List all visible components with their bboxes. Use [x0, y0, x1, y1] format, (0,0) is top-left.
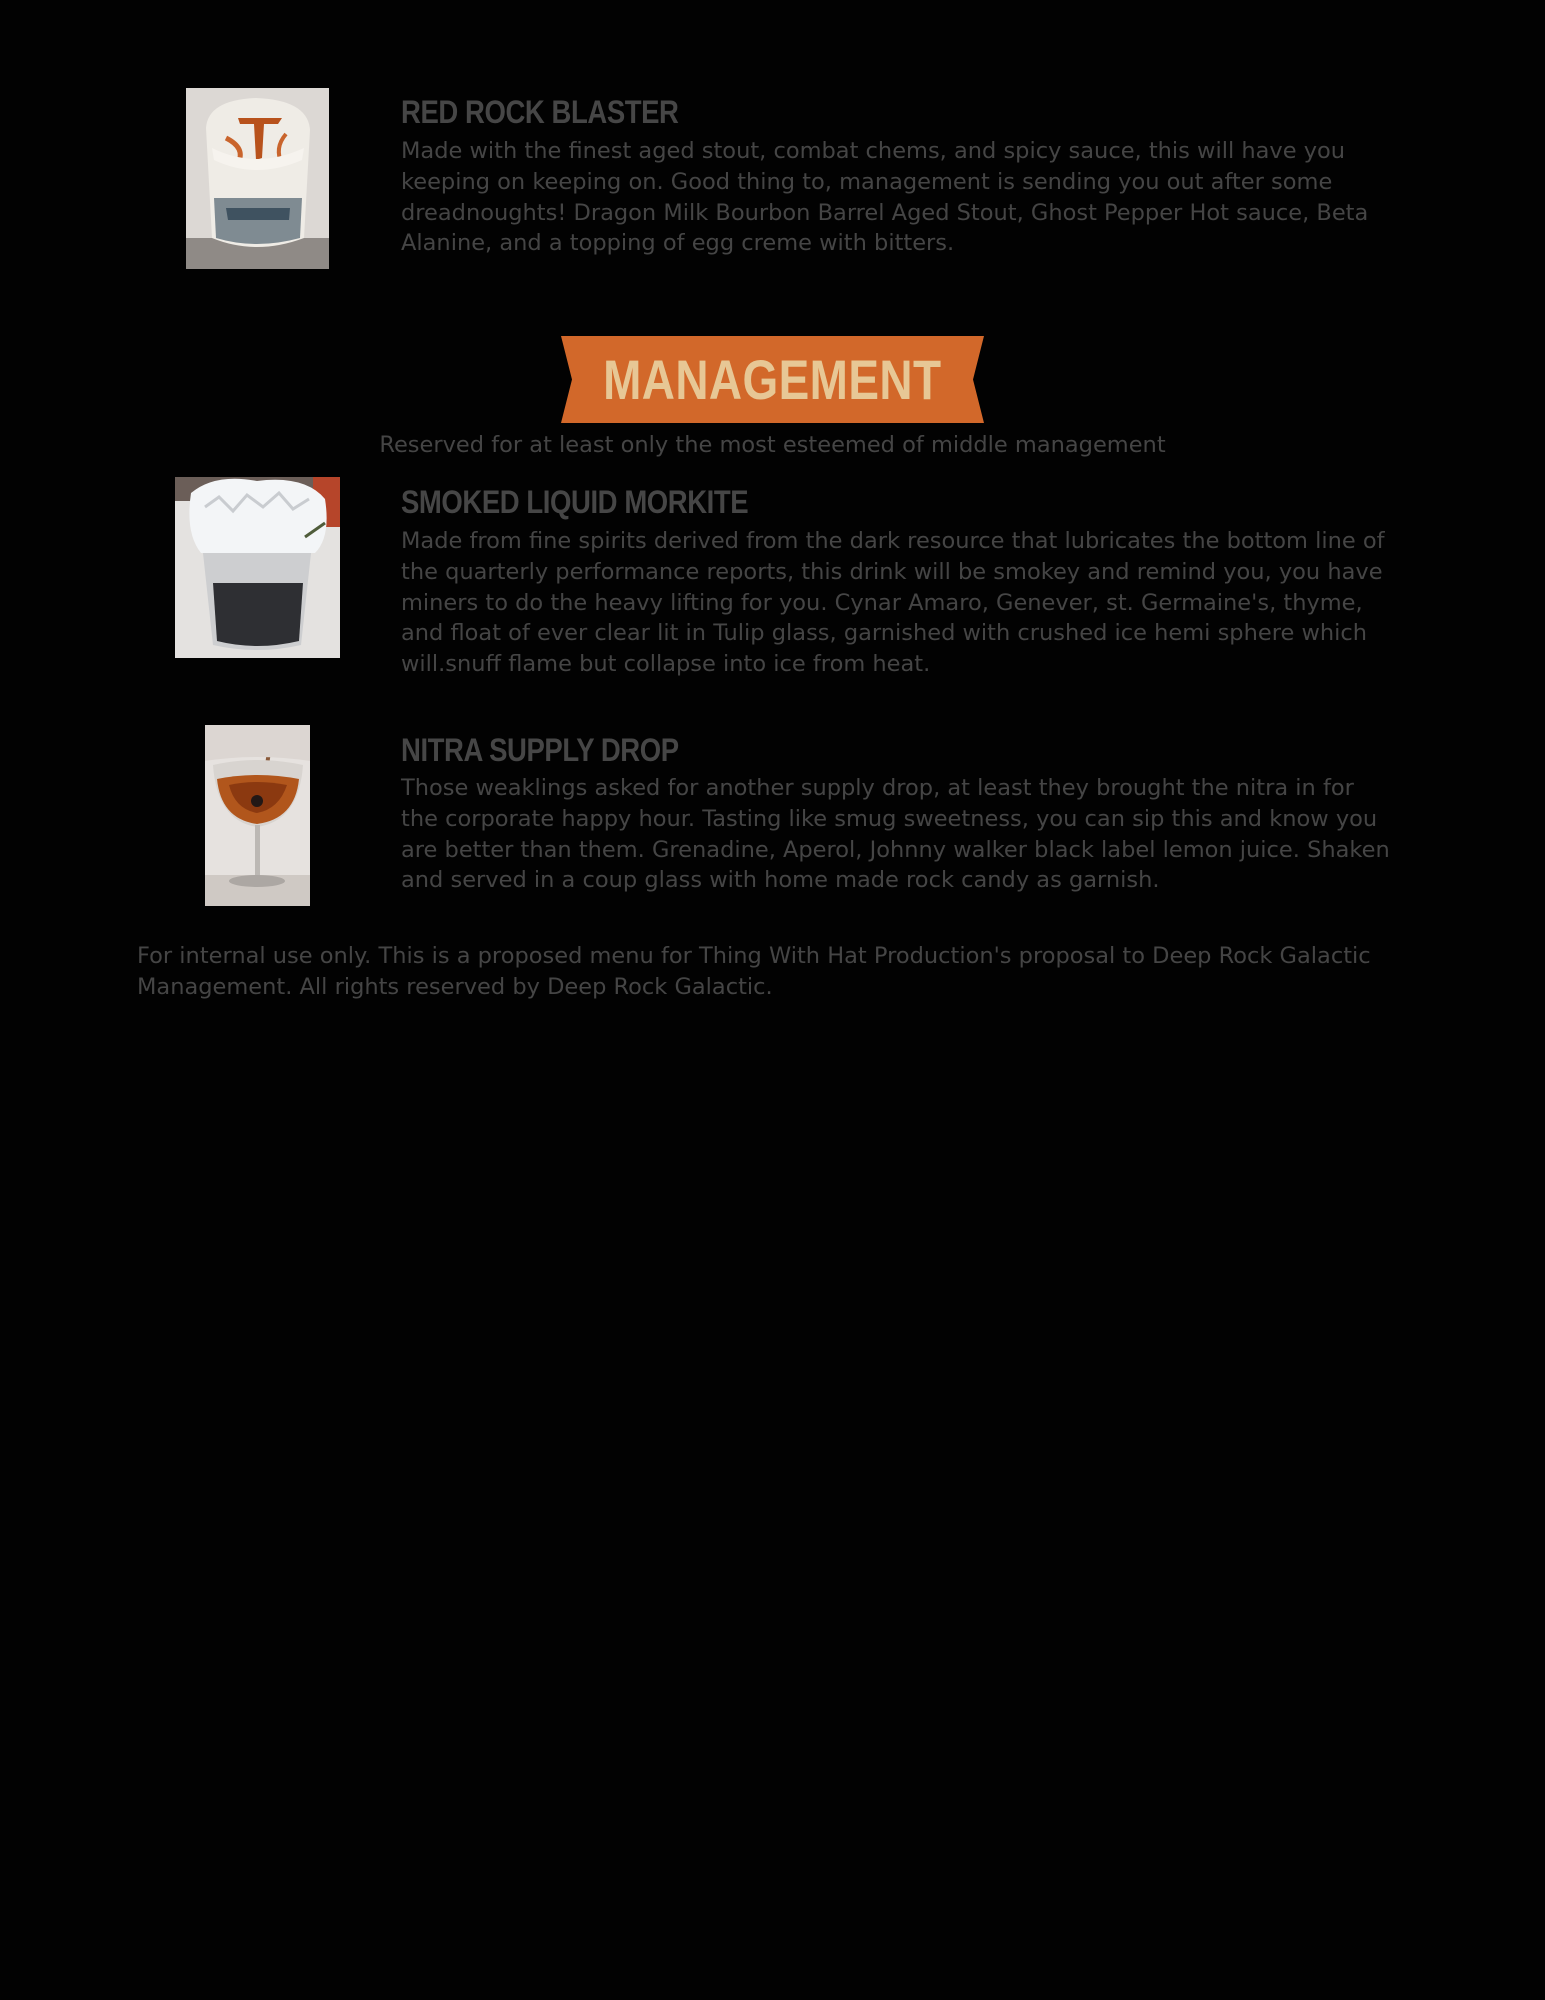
- section-subtitle: Reserved for at least only the most esteemed of middle management: [379, 432, 1166, 458]
- item-description-nitra-supply-drop: Those weaklings asked for another supply drop, at least they brought the nitra in for the corporate happy hour. Tasting like smug sweetness, you can sip this and know you are better than them. Grenadine, Aperol, Johnny walker black label lemon juice. Shaken and served in a coup glass with home made rock candy as garnish.: [401, 775, 1390, 894]
- smoked-liquid-morkite-photo: [175, 477, 340, 658]
- management-banner: [561, 336, 984, 423]
- footer-disclaimer: For internal use only. This is a proposed menu for Thing With Hat Production's proposal to Deep Rock Galactic Management. All rights reserved by Deep Rock Galactic.: [137, 943, 1371, 1000]
- nitra-supply-drop-photo: [205, 725, 310, 906]
- section-title: MANAGEMENT: [603, 348, 942, 411]
- item-title-nitra-supply-drop: NITRA SUPPLY DROP: [401, 732, 679, 768]
- item-title-smoked-liquid-morkite: SMOKED LIQUID MORKITE: [401, 484, 749, 520]
- red-rock-blaster-photo: [186, 88, 329, 269]
- item-description-smoked-liquid-morkite: Made from fine spirits derived from the dark resource that lubricates the bottom line of the quarterly performance reports, this drink will be smokey and remind you, you have miners to do the heavy lifting for you. Cynar Amaro, Genever, st. Germaine's, thyme, and float of ever clear lit in Tulip glass, garnished with crushed ice hemi sphere which will.snuff flame but collapse into ice from heat.: [401, 528, 1385, 678]
- item-description-red-rock-blaster: Made with the finest aged stout, combat chems, and spicy sauce, this will have you keeping on keeping on. Good thing to, management is sending you out after some dreadnoughts! Dragon Milk Bourbon Barrel Aged Stout, Ghost Pepper Hot sauce, Beta Alanine, and a topping of egg creme with bitters.: [401, 138, 1369, 257]
- item-title-red-rock-blaster: RED ROCK BLASTER: [401, 94, 679, 130]
